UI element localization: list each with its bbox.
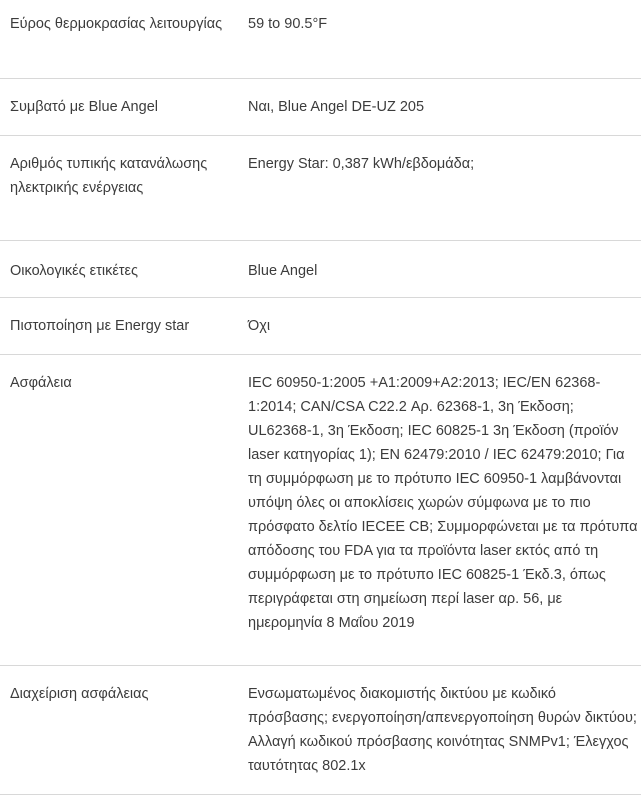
spec-label: Εύρος θερμοκρασίας λειτουργίας <box>10 16 223 32</box>
spec-value: 59 to 90.5°F <box>248 16 328 32</box>
spec-label: Διαχείριση ασφάλειας <box>10 686 149 702</box>
spec-row-eco-labels <box>0 241 641 298</box>
spec-row-operating-temperature <box>0 0 641 79</box>
spec-label: Ασφάλεια <box>10 375 72 391</box>
spec-row-safety <box>0 355 641 666</box>
spec-value: Όχι <box>248 318 271 334</box>
spec-row-blue-angel-compliant <box>0 79 641 136</box>
spec-value: IEC 60950-1:2005 +A1:2009+A2:2013; IEC/EN 62368-1:2014; CAN/CSA C22.2 Αρ. 62368-1, 3η Έκδοση; UL62368-1, 3η Έκδοση; IEC 60825-1 3η Έκδοση (προϊόν laser κατηγορίας 1); EN 62479:2010 / IEC 62479:2010; Για τη συμμόρφωση με το πρότυπο IEC 60950-1 λαμβάνονται υπόψη όλες οι αποκλίσεις χωρών σύμφωνα με το πιο πρόσφατο δελτίο IECEE CB; Συμμορφώνεται με τα πρότυπα απόδοσης του FDA για τα προϊόντα laser εκτός από τη συμμόρφωση με το πρότυπο IEC 60825-1 Έκδ.3, όπως περιγράφεται στη σημείωση περί laser αρ. 56, με ημερομηνία 8 Μαΐου 2019 <box>248 375 638 631</box>
spec-label: Αριθμός τυπικής κατανάλωσης ηλεκτρικής ενέργειας <box>10 156 208 196</box>
spec-value: Blue Angel <box>248 263 318 279</box>
spec-value: Energy Star: 0,387 kWh/εβδομάδα; <box>248 156 475 172</box>
spec-value: Ενσωματωμένος διακομιστής δικτύου με κωδικό πρόσβασης; ενεργοποίηση/απενεργοποίηση θυρών δικτύου; Αλλαγή κωδικού πρόσβασης κοινότητας SNMPv1; Έλεγχος ταυτότητας 802.1x <box>248 686 637 774</box>
spec-value: Ναι, Blue Angel DE-UZ 205 <box>248 99 425 115</box>
spec-label: Οικολογικές ετικέτες <box>10 263 138 279</box>
spec-row-typical-electricity-consumption <box>0 136 641 241</box>
spec-label: Συμβατό με Blue Angel <box>10 99 158 115</box>
spec-row-security-management <box>0 666 641 795</box>
spec-row-energy-star-certified <box>0 298 641 355</box>
spec-label: Πιστοποίηση με Energy star <box>10 318 190 334</box>
